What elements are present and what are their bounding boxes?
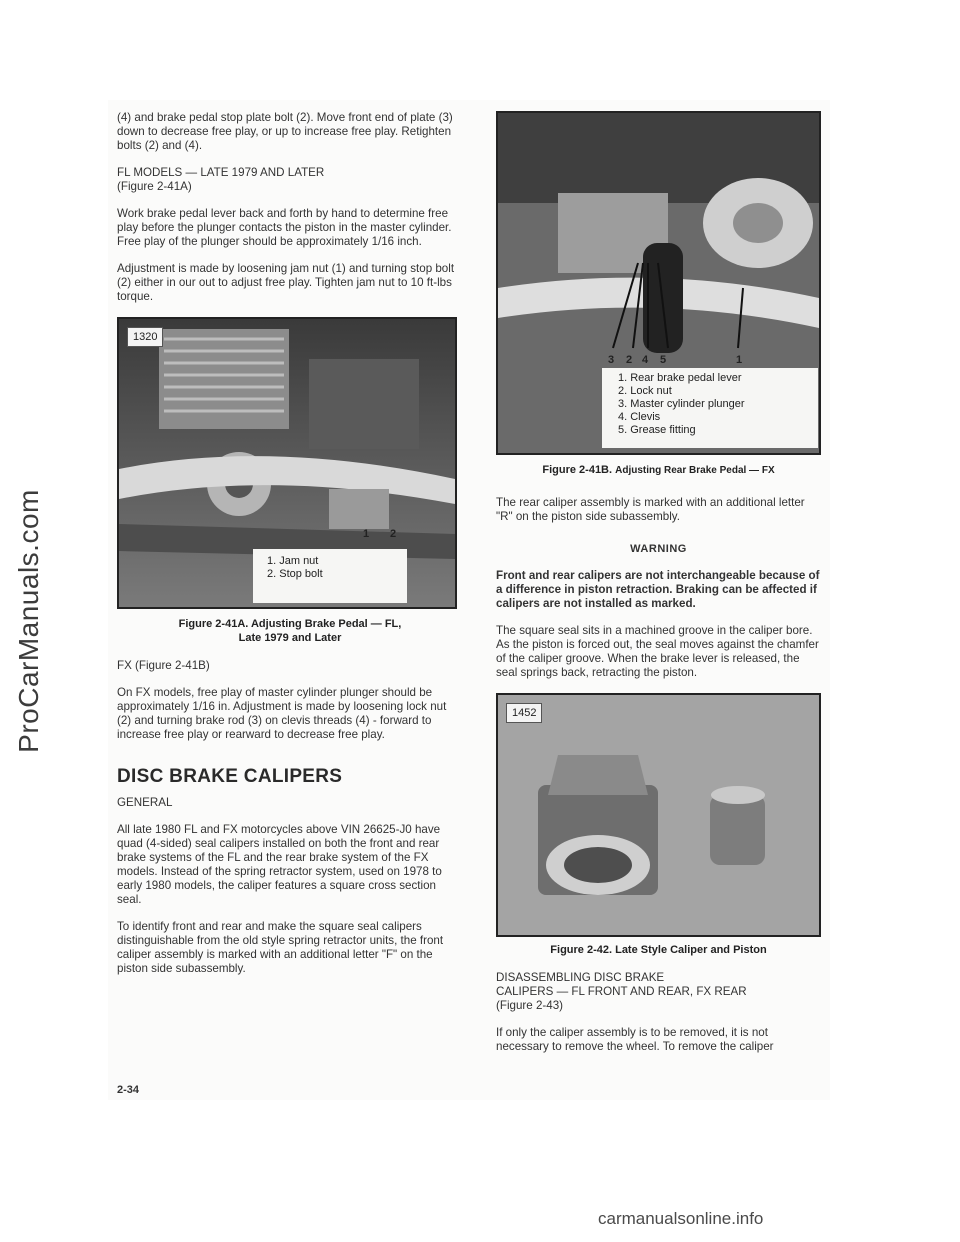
paragraph: The square seal sits in a machined groove in the caliper bore. As the piston is forced out, the seal moves against the chamfer of the caliper groove. When the brake lever is released, the seal springs back, retracting the piston. — [496, 624, 819, 679]
paragraph: Work brake pedal lever back and forth by hand to determine free play before the plunger contacts the piston in the master cylinder. Free play of the plunger should be approximately 1/16 inch. — [117, 207, 452, 248]
paragraph: Adjustment is made by loosening jam nut (1) and turning stop bolt (2) either in our out to adjust free play. Tighten jam nut to 10 ft-lbs torque. — [117, 262, 455, 303]
legend-item: 3. Master cylinder plunger — [618, 398, 745, 410]
figure-caption — [496, 463, 821, 478]
right-column — [496, 111, 821, 1067]
subheading-fl: FL MODELS — LATE 1979 AND LATER — [117, 166, 325, 179]
figure-2-42-photo — [496, 693, 821, 937]
figure-caption — [117, 617, 463, 645]
warning-text: Front and rear calipers are not interchangeable because of a difference in piston retraction. Braking can be affected if calipers are not installed as marked. — [496, 569, 820, 610]
figure-caption: Figure 2-42. Late Style Caliper and Piston — [550, 944, 767, 956]
callout-3: 3 — [608, 354, 615, 366]
caption-text: Adjusting Rear Brake Pedal — FX — [615, 465, 775, 476]
subheading-fx: FX (Figure 2-41B) — [117, 659, 210, 672]
footer-watermark[interactable]: carmanualsonline.info — [598, 1209, 764, 1228]
callout-5: 5 — [660, 354, 667, 366]
legend-item: 1. Jam nut — [267, 555, 319, 567]
figure-2-41a-photo — [117, 317, 457, 609]
legend-item: 5. Grease fitting — [618, 424, 696, 436]
left-column — [117, 111, 463, 989]
warning-title: WARNING — [630, 543, 687, 555]
legend-item: 1. Rear brake pedal lever — [618, 372, 742, 384]
caliper-photo-illustration — [498, 695, 819, 935]
photo-number: 1452 — [506, 703, 542, 723]
paragraph: If only the caliper assembly is to be removed, it is not necessary to remove the wheel. To remove the caliper — [496, 1026, 774, 1053]
legend-item: 2. Stop bolt — [267, 568, 323, 580]
subheading-general: GENERAL — [117, 796, 173, 809]
subheading-disassembling: CALIPERS — FL FRONT AND REAR, FX REAR — [496, 985, 747, 998]
photo-number: 1320 — [127, 327, 163, 347]
legend-item: 4. Clevis — [618, 411, 661, 423]
paragraph: The rear caliper assembly is marked with an additional letter "R" on the piston side subassembly. — [496, 496, 805, 523]
paragraph: On FX models, free play of master cylinder plunger should be approximately 1/16 in. Adjustment is made by loosening lock nut (2) and turning brake rod (3) on clevis threads (4) - forward to increase free play or rearward to decrease free play. — [117, 686, 447, 741]
subheading-disassembling: DISASSEMBLING DISC BRAKE — [496, 971, 665, 984]
figure-legend — [253, 549, 407, 603]
subheading-fl-figure: (Figure 2-41A) — [117, 180, 192, 193]
figure-legend — [602, 368, 818, 448]
legend-item: 2. Lock nut — [618, 385, 672, 397]
callout-2: 2 — [626, 354, 633, 366]
sidebar — [0, 0, 58, 1242]
callout-1: 1 — [736, 354, 743, 366]
sidebar-watermark[interactable]: ProCarManuals.com — [13, 489, 44, 753]
page-number: 2-34 — [117, 1084, 140, 1096]
paragraph: To identify front and rear and make the square seal calipers distinguishable from the old style spring retractor units, the front caliper assembly is marked with an additional letter "F" on the piston side subassembly. — [117, 920, 444, 975]
callout-4: 4 — [642, 354, 649, 366]
subheading-disassembling-figure: (Figure 2-43) — [496, 999, 564, 1012]
callout-1: 1 — [363, 528, 370, 540]
caption-label: Figure 2-41B. — [542, 464, 613, 476]
section-heading: DISC BRAKE CALIPERS — [117, 766, 343, 787]
caption-line: Figure 2-41A. Adjusting Brake Pedal — FL, — [178, 618, 402, 630]
paragraph: All late 1980 FL and FX motorcycles above VIN 26625-J0 have quad (4-sided) seal calipers installed on both the front and rear brake systems of the FL and the rear brake system of the FX models. Instead of the spring retractor system, used on 1978 to early 1980 models, the caliper features a square cross section seal. — [117, 823, 442, 906]
figure-2-41b-photo — [496, 111, 821, 455]
caption-line: Late 1979 and Later — [238, 632, 342, 644]
callout-2: 2 — [390, 528, 397, 540]
paragraph: (4) and brake pedal stop plate bolt (2). Move front end of plate (3) down to decrease free play, or up to increase free play. Retighten bolts (2) and (4). — [117, 111, 453, 152]
